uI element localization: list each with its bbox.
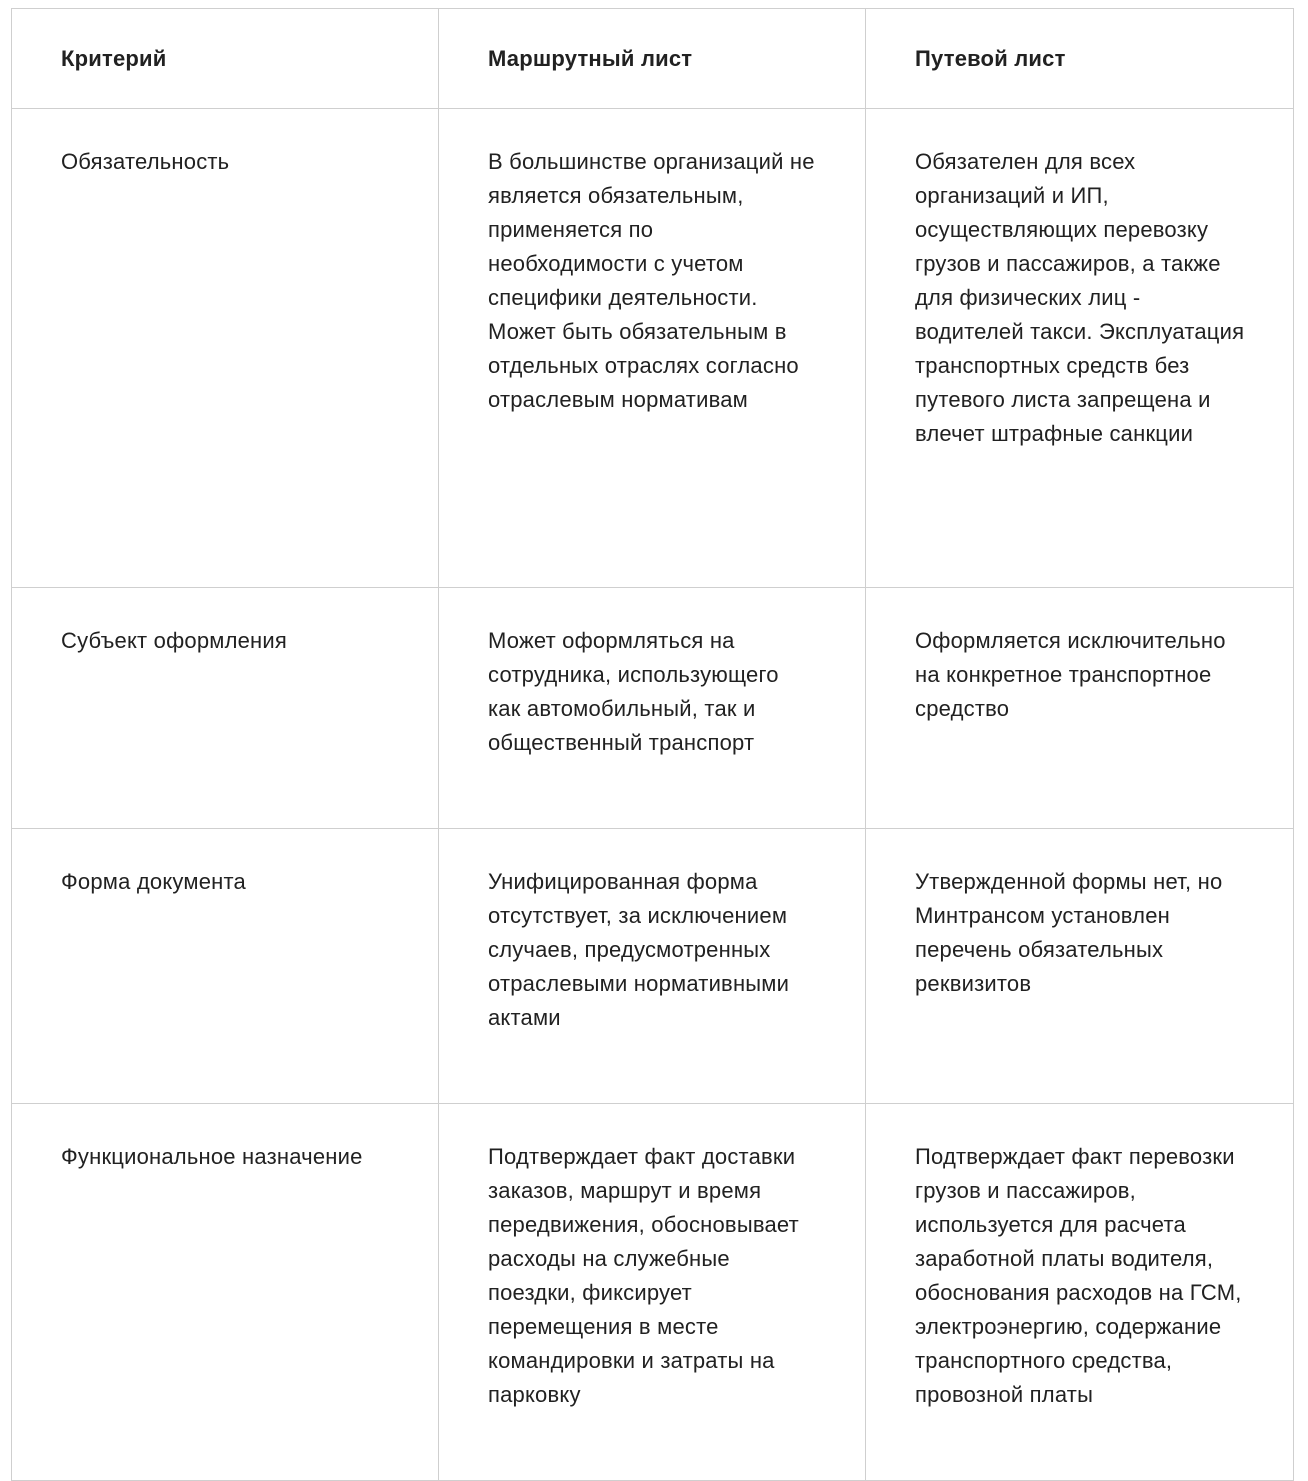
cell-waybill <box>866 829 1294 1104</box>
cell-text: Форма документа <box>61 869 246 894</box>
header-route-sheet-label: Маршрутный лист <box>488 46 693 71</box>
cell-waybill <box>866 109 1294 588</box>
cell-route-sheet <box>439 829 866 1104</box>
cell-text: Унифицированная форма отсутствует, за исключением случаев, предусмотренных отраслевыми нормативными актами <box>488 869 790 1030</box>
cell-criterion <box>12 109 439 588</box>
cell-criterion <box>12 1104 439 1481</box>
table-row <box>12 1104 1294 1481</box>
cell-text: Подтверждает факт доставки заказов, маршрут и время передвижения, обосновывает расходы на служебные поездки, фиксирует перемещения в месте командировки и затраты на парковку <box>488 1144 799 1407</box>
cell-criterion <box>12 588 439 829</box>
cell-text: Функциональное назначение <box>61 1144 363 1169</box>
header-route-sheet <box>439 9 866 109</box>
comparison-table <box>11 8 1294 1481</box>
cell-text: Обязателен для всех организаций и ИП, осуществляющих перевозку грузов и пассажиров, а также для физических лиц - водителей такси. Эксплуатация транспортных средств без путевого листа запрещена и влечет штрафные санкции <box>915 149 1245 446</box>
table-row <box>12 588 1294 829</box>
header-criterion <box>12 9 439 109</box>
cell-waybill <box>866 588 1294 829</box>
cell-route-sheet <box>439 588 866 829</box>
cell-text: Может оформляться на сотрудника, использующего как автомобильный, так и общественный транспорт <box>488 628 779 755</box>
cell-text: Подтверждает факт перевозки грузов и пассажиров, используется для расчета заработной платы водителя, обоснования расходов на ГСМ, электроэнергию, содержание транспортного средства, провозной платы <box>915 1144 1242 1407</box>
header-waybill-label: Путевой лист <box>915 46 1066 71</box>
cell-text: Субъект оформления <box>61 628 288 653</box>
header-waybill <box>866 9 1294 109</box>
cell-text: В большинстве организаций не является обязательным, применяется по необходимости с учетом специфики деятельности. Может быть обязательным в отдельных отраслях согласно отраслевым нормативам <box>488 149 815 412</box>
table-row <box>12 829 1294 1104</box>
table-header-row <box>12 9 1294 109</box>
cell-criterion <box>12 829 439 1104</box>
cell-waybill <box>866 1104 1294 1481</box>
cell-text: Обязательность <box>61 149 230 174</box>
cell-text: Оформляется исключительно на конкретное транспортное средство <box>915 628 1226 721</box>
cell-text: Утвержденной формы нет, но Минтрансом установлен перечень обязательных реквизитов <box>915 869 1223 996</box>
cell-route-sheet <box>439 109 866 588</box>
header-criterion-label: Критерий <box>61 46 167 71</box>
table-row <box>12 109 1294 588</box>
cell-route-sheet <box>439 1104 866 1481</box>
comparison-table-container <box>11 8 1293 1481</box>
